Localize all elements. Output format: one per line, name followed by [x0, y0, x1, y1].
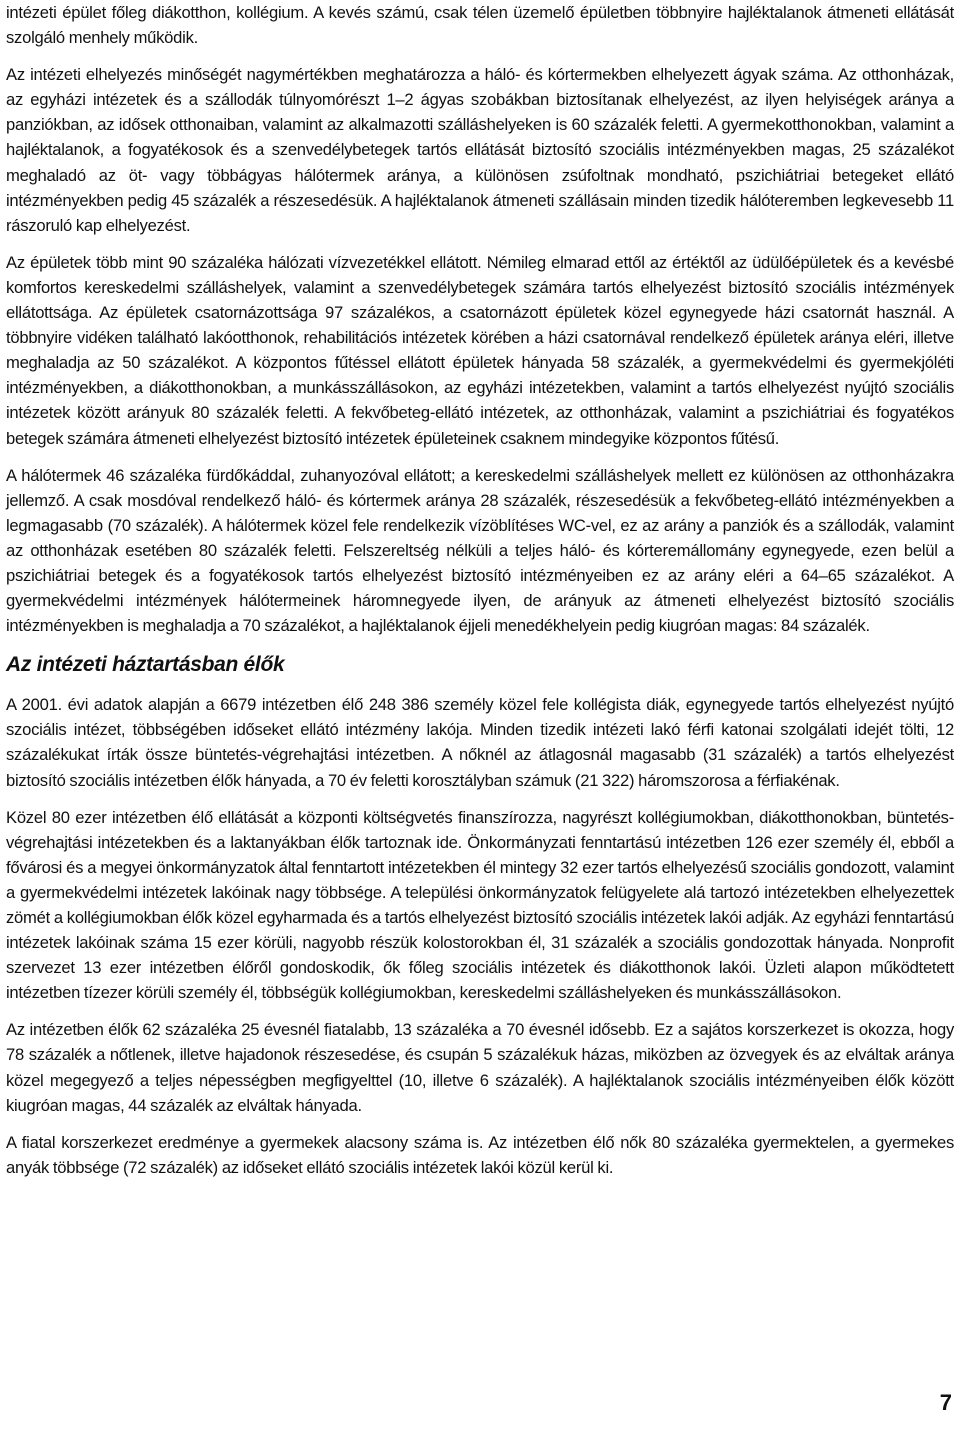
document-page: [6, 0, 954, 1192]
page-number: 7: [939, 1390, 952, 1415]
paragraph-8: A fiatal korszerkezet eredménye a gyermekek alacsony száma is. Az intézetben élő nők 80 százaléka gyermektelen, a gyermekes anyák többsége (72 százalék) az időseket ellátó szociális intézetek lakói közül kerül ki.: [6, 1132, 954, 1177]
paragraph-7: Az intézetben élők 62 százaléka 25 évesnél fiatalabb, 13 százaléka a 70 évesnél idősebb. Ez a sajátos korszerkezet is okozza, hogy 78 százalék a nőtlenek, illetve hajadonok részesedése, és csupán 5 százalékuk házas, miközben az özvegyek és az elváltak aránya közel megegyező a teljes népességben megfigyelttel (10, illetve 6 százalék). A hajléktalanok szociális intézményeiben élők között kiugróan magas, 44 százalék az elváltak hányada.: [6, 1020, 954, 1115]
paragraph-1: intézeti épület főleg diákotthon, kollégium. A kevés számú, csak télen üzemelő épületben többnyire hajléktalanok átmeneti ellátását szolgáló menhely működik.: [6, 3, 954, 48]
paragraph-5: A 2001. évi adatok alapján a 6679 intézetben élő 248 386 személy közel fele kollégista diák, egynegyede tartós elhelyezést nyújtó szociális intézet, többségében időseket ellátó intézmény lakója. Minden tizedik intézeti lakó férfi katonai szolgálati idejét tölti, 12 százalékukat írták össze büntetés-végrehajtási intézetben. A nőknél az átlagosnál magasabb (31 százalék) a tartós elhelyezést biztosító szociális intézetben élők hányada, a 70 év feletti korosztályban számuk (21 322) háromszorosa a férfiakénak.: [6, 695, 954, 790]
paragraph-4: A hálótermek 46 százaléka fürdőkáddal, zuhanyozóval ellátott; a kereskedelmi szálláshelyek mellett ez különösen az otthonházakra jellemző. A csak mosdóval rendelkező háló- és kórtermek aránya 28 százalék, részesedésük a fekvőbeteg-ellátó intézményekben a legmagasabb (70 százalék). A hálótermek közel fele rendelkezik vízöblítéses WC-vel, ez az arány a panziók és a szállodák, valamint az otthonházak esetében 80 százalék feletti. Felszereltség nélküli a teljes háló- és kórteremállomány egynegyede, ezen belül a pszichiátriai betegek és a fogyatékosok tartós elhelyezést biztosító intézményeiben ez az arány eléri a 64–65 százalékot. A gyermekvédelmi intézmények hálótermeinek háromnegyede ilyen, de arányuk az átmeneti elhelyezést biztosító szociális intézményekben is meghaladja a 70 százalékot, a hajléktalanok éjjeli menedékhelyein pedig kiugróan magas: 84 százalék.: [6, 465, 954, 636]
paragraph-2: Az intézeti elhelyezés minőségét nagymértékben meghatározza a háló- és kórtermekben elhelyezett ágyak száma. Az otthonházak, az egyházi intézetek és a szállodák túlnyomórészt 1–2 ágyas szobákban biztosítanak elhelyezést, az ilyen helyiségek aránya a panziókban, az idősek otthonaiban, valamint az alkalmazotti szálláshelyeken is 60 százalék feletti. A gyermekotthonokban, valamint a hajléktalanok, a fogyatékosok és a szenvedélybetegek tartós ellátását biztosító szociális intézményekben magas, 25 százalékot meghaladó az öt- vagy többágyas hálótermek aránya, a különösen zsúfoltnak mondható, pszichiátriai betegeket ellátó intézményekben pedig 45 százalék a részesedésük. A hajléktalanok átmeneti szállásain minden tizedik hálóteremben legkevesebb 11 rászoruló kap elhelyezést.: [6, 65, 954, 235]
paragraph-6: Közel 80 ezer intézetben élő ellátását a központi költségvetés finanszírozza, nagyrészt kollégiumokban, diákotthonokban, büntetés-végrehajtási intézetekben és a laktanyákban élők tartoznak ide. Önkormányzati fenntartású intézetben 126 ezer személy él, ebből a fővárosi és a megyei önkormányzatok által fenntartott intézetekben él mintegy 32 ezer tartós elhelyezésű szociális gondozott, valamint a gyermekvédelmi intézetek lakóinak nagy többsége. A települési önkormányzatok felügyelete alá tartozó intézetekben elhelyezettek zömét a kollégiumokban élők közel egyharmada és a tartós elhelyezést biztosító szociális intézetek lakói adják. Az egyházi fenntartású intézetek lakóinak száma 15 ezer körüli, nagyobb részük kolostorokban él, 31 százalék a szociális gondozottak hányada. Nonprofit szervezet 13 ezer intézetben élőről gondoskodik, ők főleg szociális intézetek és diákotthonok lakói. Üzleti alapon működtetett intézetben tízezer körüli személy él, többségük kollégiumokban, kereskedelmi szálláshelyeken és munkásszállásokon.: [6, 807, 954, 1003]
section-heading: Az intézeti háztartásban élők: [6, 653, 285, 677]
paragraph-3: Az épületek több mint 90 százaléka hálózati vízvezetékkel ellátott. Némileg elmarad ettől az értéktől az üdülőépületek és a kevésbé komfortos kereskedelmi szálláshelyek, valamint a szenvedélybetegek számára tartós elhelyezést biztosító szociális intézmények ellátottsága. Az épületek csatornázottsága 97 százalékos, a csatornázott épületek közel egynegyede házi csatornát használ. A többnyire vidéken található lakóotthonok, rehabilitációs intézetek körében a házi csatornával rendelkező épületek aránya eléri, illetve meghaladja az 50 százalékot. A központos fűtéssel ellátott épületek hányada 58 százalék, a gyermekvédelmi és gyermekjóléti intézményekben, a diákotthonokban, a munkásszállásokon, az egyházi intézetekben, valamint a tartós elhelyezést nyújtó szociális intézetek között arányuk 80 százalék feletti. A fekvőbeteg-ellátó intézetek, az otthonházak, valamint a pszichiátriai és fogyatékos betegek számára átmeneti elhelyezést biztosító intézetek épületeinek csaknem mindegyike központos fűtésű.: [6, 252, 954, 448]
